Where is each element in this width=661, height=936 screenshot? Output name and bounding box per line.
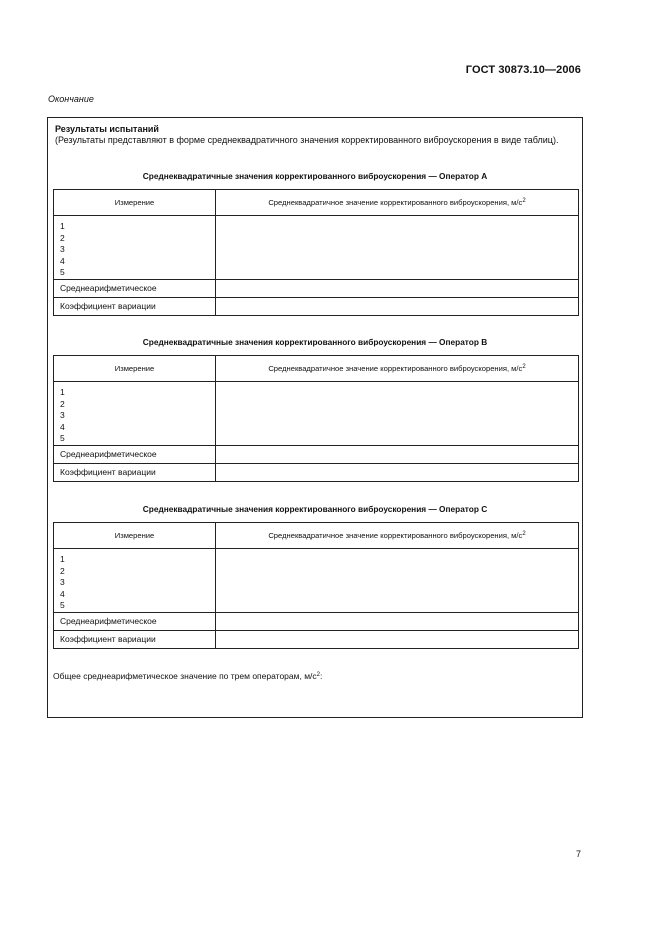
mean-value-cell <box>216 612 579 630</box>
unit-exponent: 2 <box>522 364 526 370</box>
measurement-values-cell <box>216 216 579 280</box>
mean-label: Среднеарифметическое <box>54 612 216 630</box>
measurement-number: 4 <box>60 255 65 266</box>
col-header-rms-value <box>216 190 579 216</box>
table-caption-operator-c: Среднеквадратичные значения корректированного виброускорения — Оператор С <box>142 504 488 514</box>
col-header-measurement: Измерение <box>54 523 216 549</box>
mean-label: Среднеарифметическое <box>54 279 216 297</box>
overall-mean-line <box>53 671 322 681</box>
measurement-number: 2 <box>60 565 65 576</box>
results-title: Результаты испытаний <box>55 124 159 134</box>
cv-label: Коэффициент вариации <box>54 297 216 315</box>
col-header-rms-text: Среднеквадратичное значение корректированного виброускорения, м/с <box>268 531 523 540</box>
col-header-rms-value <box>216 523 579 549</box>
overall-mean-text: Общее среднеарифметическое значение по трем операторам, м/с <box>53 671 317 681</box>
mean-label: Среднеарифметическое <box>54 445 216 463</box>
col-header-rms-text: Среднеквадратичное значение корректированного виброускорения, м/с <box>268 198 523 207</box>
cv-value-cell <box>216 297 579 315</box>
col-header-rms-value <box>216 356 579 382</box>
measurement-number: 1 <box>60 387 65 397</box>
cv-value-cell <box>216 463 579 481</box>
overall-mean-colon: : <box>320 671 323 681</box>
measurement-numbers-cell <box>54 382 216 446</box>
results-table-operator-c <box>53 522 579 649</box>
continuation-label: Окончание <box>48 94 94 104</box>
results-table-operator-b <box>53 355 579 482</box>
results-note: (Результаты представляют в форме среднеквадратичного значения корректированного виброускорения в виде таблиц). <box>55 135 559 145</box>
measurement-number: 4 <box>60 421 65 432</box>
cv-label: Коэффициент вариации <box>54 463 216 481</box>
unit-exponent: 2 <box>522 531 526 537</box>
cv-label: Коэффициент вариации <box>54 630 216 648</box>
unit-exponent: 2 <box>522 198 526 204</box>
table-caption-operator-b: Среднеквадратичные значения корректированного виброускорения — Оператор В <box>142 337 488 347</box>
page-number: 7 <box>575 849 581 859</box>
measurement-number: 1 <box>60 221 65 231</box>
mean-value-cell <box>216 279 579 297</box>
col-header-measurement: Измерение <box>54 190 216 216</box>
col-header-measurement: Измерение <box>54 356 216 382</box>
table-caption-operator-a: Среднеквадратичные значения корректированного виброускорения — Оператор А <box>142 171 488 181</box>
measurement-number: 2 <box>60 232 65 243</box>
measurement-number: 5 <box>60 267 65 278</box>
measurement-number: 3 <box>60 577 65 588</box>
col-header-rms-text: Среднеквадратичное значение корректированного виброускорения, м/с <box>268 364 523 373</box>
measurement-numbers-cell <box>54 216 216 280</box>
measurement-number: 5 <box>60 600 65 611</box>
measurement-values-cell <box>216 382 579 446</box>
measurement-number: 2 <box>60 398 65 409</box>
cv-value-cell <box>216 630 579 648</box>
measurement-number: 1 <box>60 554 65 564</box>
measurement-number: 5 <box>60 433 65 444</box>
measurement-number: 3 <box>60 244 65 255</box>
measurement-values-cell <box>216 549 579 613</box>
results-form-frame <box>47 117 583 718</box>
measurement-number: 3 <box>60 410 65 421</box>
mean-value-cell <box>216 445 579 463</box>
standard-number: ГОСТ 30873.10—2006 <box>465 64 581 76</box>
unit-exponent: 2 <box>316 672 320 678</box>
measurement-number: 4 <box>60 588 65 599</box>
measurement-numbers-cell <box>54 549 216 613</box>
results-table-operator-a <box>53 189 579 316</box>
